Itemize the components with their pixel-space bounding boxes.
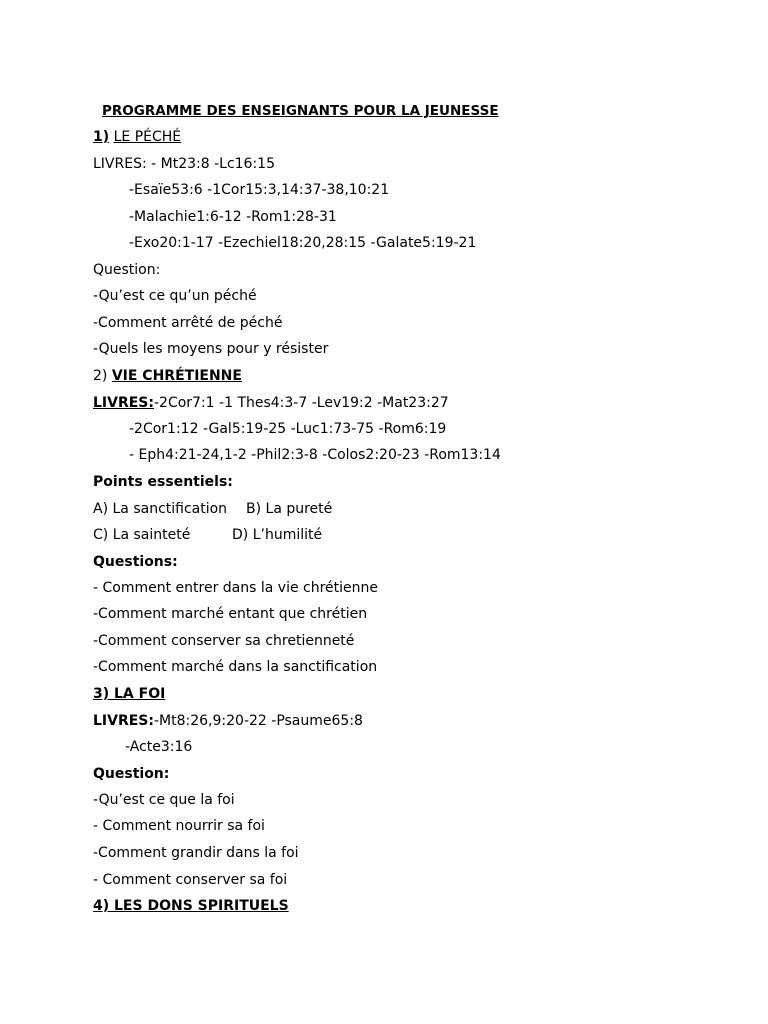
section-3-question: -Qu’est ce que la foi [93,792,235,808]
section-2-point: B) La pureté [246,501,333,517]
section-3-livres-refs: -Mt8:26,9:20-22 -Psaume65:8 [154,713,363,729]
section-2-livres-refs: -2Cor7:1 -1 Thes4:3-7 -Lev19:2 -Mat23:27 [154,395,449,411]
section-1-heading [93,128,181,146]
section-3-question: - Comment nourrir sa foi [93,818,265,834]
section-3-livres-line [93,712,363,730]
section-1-title: LE PÉCHÉ [113,129,182,145]
section-2-question: -Comment marché dans la sanctification [93,659,378,675]
section-2-title: VIE CHRÉTIENNE [111,368,242,384]
section-3-question: -Comment grandir dans la foi [93,845,299,861]
section-4-heading: 4) LES DONS SPIRITUELS [93,898,289,914]
section-3-question: - Comment conserver sa foi [93,872,288,888]
section-1-question: -Qu’est ce qu’un péché [93,288,257,304]
section-2-heading [93,367,242,385]
section-2-livres-line [93,394,449,412]
section-1-question: -Quels les moyens pour y résister [93,341,329,357]
section-2-number: 2) [93,368,108,384]
section-1-question: -Comment arrêté de péché [93,315,283,331]
section-2-question: -Comment conserver sa chretienneté [93,633,355,649]
section-2-livres-label: LIVRES: [93,395,154,411]
document-title: PROGRAMME DES ENSEIGNANTS POUR LA JEUNESSE [102,103,499,119]
section-1-number: 1) [93,129,110,145]
section-1-livres-line: -Exo20:1-17 -Ezechiel18:20,28:15 -Galate5:19-21 [129,235,477,251]
section-3-question-label: Question: [93,766,170,782]
section-2-point: A) La sanctification [93,501,228,517]
section-2-point: D) L’humilité [232,527,323,543]
section-3-livres-line: -Acte3:16 [125,739,193,755]
section-2-point: C) La sainteté [93,527,191,543]
section-2-livres-line: - Eph4:21-24,1-2 -Phil2:3-8 -Colos2:20-23 -Rom13:14 [129,447,501,463]
section-2-livres-line: -2Cor1:12 -Gal5:19-25 -Luc1:73-75 -Rom6:19 [129,421,447,437]
section-1-question-label: Question: [93,262,161,278]
section-1-livres-line: -Malachie1:6-12 -Rom1:28-31 [129,209,337,225]
section-3-heading: 3) LA FOI [93,686,166,702]
section-1-livres-line: -Esaïe53:6 -1Cor15:3,14:37-38,10:21 [129,182,390,198]
section-2-question: - Comment entrer dans la vie chrétienne [93,580,379,596]
section-2-questions-label: Questions: [93,554,178,570]
section-3-livres-label: LIVRES: [93,713,154,729]
section-1-livres-line: LIVRES: - Mt23:8 -Lc16:15 [93,156,275,172]
section-2-points-label: Points essentiels: [93,474,233,490]
section-2-question: -Comment marché entant que chrétien [93,606,368,622]
